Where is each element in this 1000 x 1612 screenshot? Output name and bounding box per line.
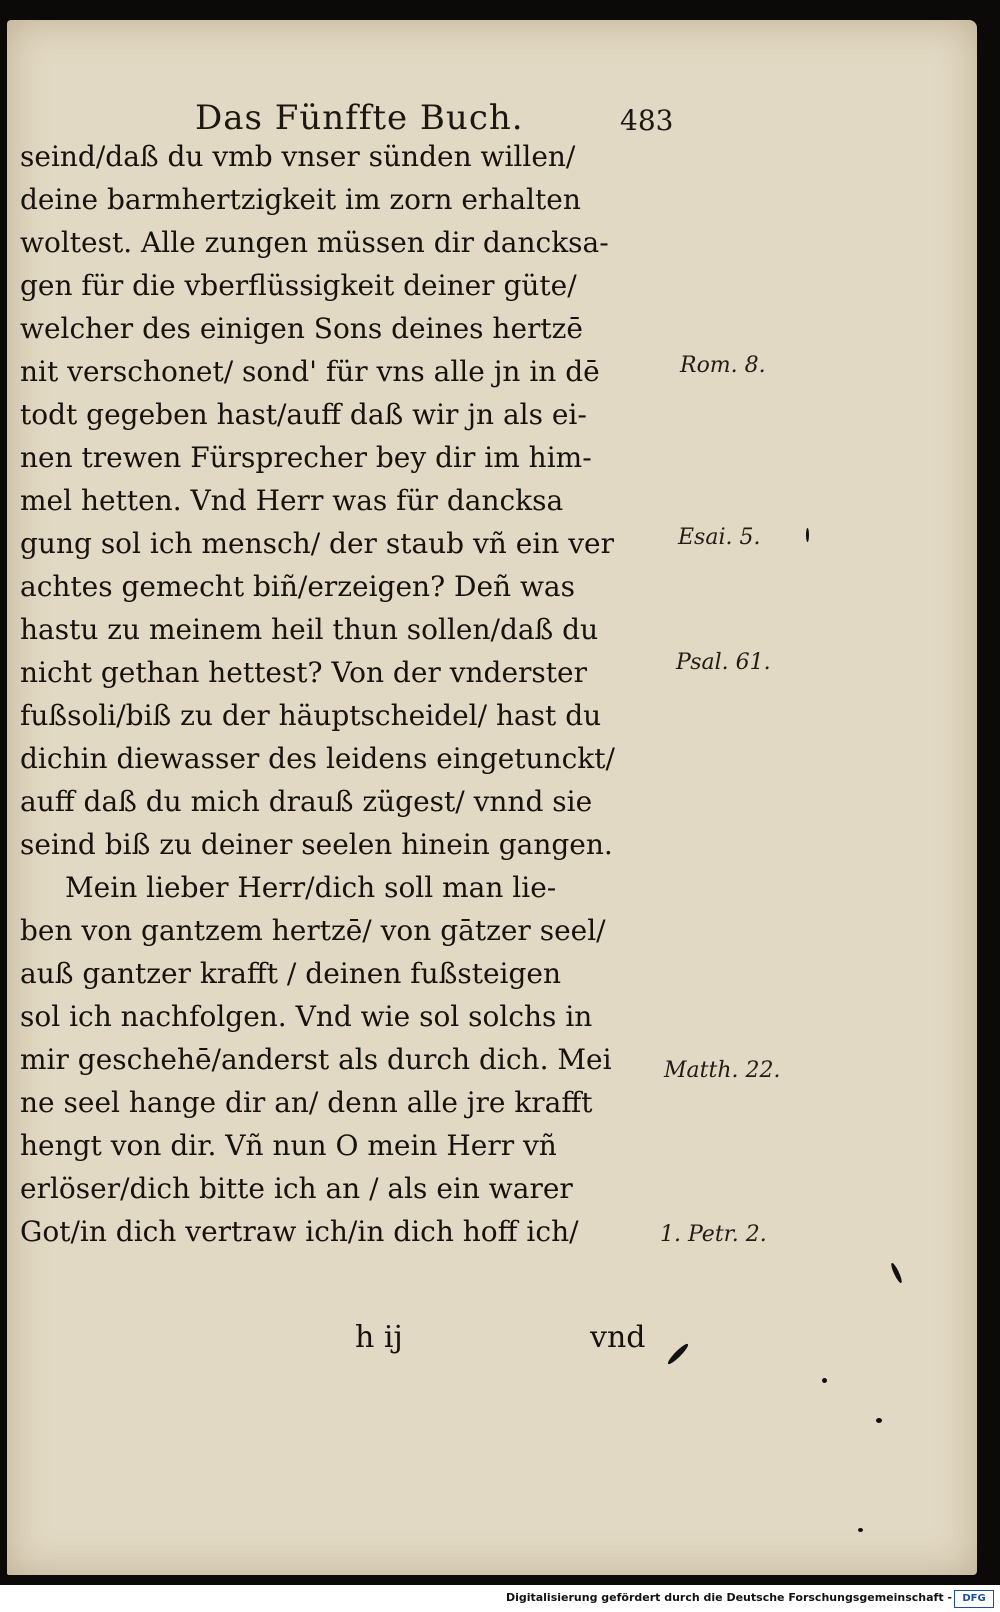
text-line: nicht gethan hettest? Von der vnderster	[20, 656, 587, 689]
text-line: achtes gemecht biñ/erzeigen? Deñ was	[20, 570, 575, 603]
text-line: gung sol ich mensch/ der staub vñ ein ver	[20, 527, 614, 560]
text-line: fußsoli/biß zu der häuptscheidel/ hast du	[20, 699, 602, 732]
running-title: Das Fünffte Buch.	[195, 98, 524, 138]
text-line: hengt von dir. Vñ nun O mein Herr vñ	[20, 1129, 557, 1162]
margin-note: Rom. 8.	[680, 353, 766, 378]
text-line: hastu zu meinem heil thun sollen/daß du	[20, 613, 599, 646]
text-line: auff daß du mich drauß zügest/ vnnd sie	[20, 785, 593, 818]
text-line: auß gantzer krafft / deinen fußsteigen	[20, 957, 562, 990]
text-line: seind biß zu deiner seelen hinein gangen.	[20, 828, 613, 861]
text-line: ne seel hange dir an/ denn alle jre krafft	[20, 1086, 593, 1119]
ink-speck	[806, 528, 809, 542]
margin-note: Esai. 5.	[678, 525, 761, 550]
signature-mark: h ij	[355, 1320, 403, 1355]
ink-speck	[876, 1418, 882, 1423]
funding-credit: Digitalisierung gefördert durch die Deutsche Forschungsgemeinschaft -	[505, 1591, 952, 1604]
text-line: erlöser/dich bitte ich an / als ein warer	[20, 1172, 573, 1205]
text-line: Got/in dich vertraw ich/in dich hoff ich/	[20, 1215, 579, 1248]
text-line: mir geschehē/anderst als durch dich. Mei	[20, 1043, 612, 1076]
text-line: woltest. Alle zungen müssen dir dancksa-	[20, 226, 609, 259]
text-line: nen trewen Fürsprecher bey dir im him-	[20, 441, 592, 474]
text-line: seind/daß du vmb vnser sünden willen/	[20, 140, 576, 173]
text-line: nit verschonet/ sond' für vns alle jn in dē	[20, 355, 600, 388]
text-line: todt gegeben hast/auff daß wir jn als ei-	[20, 398, 587, 431]
text-line: welcher des einigen Sons deines hertzē	[20, 312, 583, 345]
footer-bar	[0, 1585, 1000, 1612]
ink-speck	[822, 1378, 827, 1383]
text-line: mel hetten. Vnd Herr was für dancksa	[20, 484, 564, 517]
margin-note: 1. Petr. 2.	[660, 1222, 767, 1247]
margin-note: Matth. 22.	[664, 1058, 781, 1083]
dfg-logo-icon: DFG	[954, 1590, 994, 1608]
body-text	[20, 135, 680, 1253]
text-line: gen für die vberflüssigkeit deiner güte/	[20, 269, 577, 302]
ink-speck	[858, 1528, 863, 1532]
catchword: vnd	[590, 1320, 646, 1355]
page-number: 483	[620, 104, 674, 137]
text-line: dichin diewasser des leidens eingetunckt/	[20, 742, 615, 775]
text-line: ben von gantzem hertzē/ von gātzer seel/	[20, 914, 606, 947]
paragraph-start-line: Mein lieber Herr/dich soll man lie-	[65, 871, 557, 904]
text-line: deine barmhertzigkeit im zorn erhalten	[20, 183, 581, 216]
margin-note: Psal. 61.	[676, 650, 771, 675]
text-line: sol ich nachfolgen. Vnd wie sol solchs in	[20, 1000, 593, 1033]
